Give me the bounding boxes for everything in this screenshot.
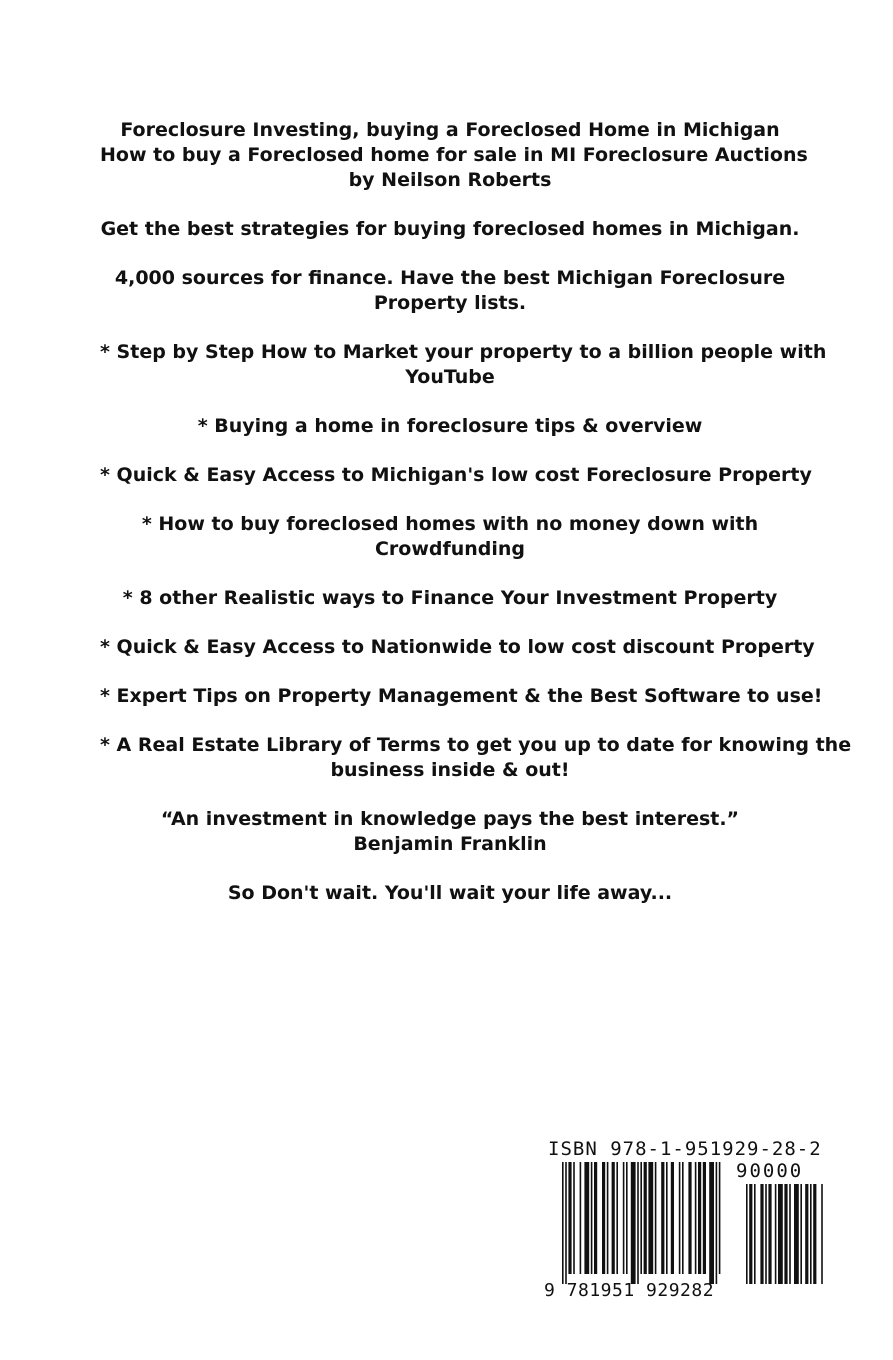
bullet-item (100, 512, 800, 562)
book-author: by Neilson Roberts (348, 169, 552, 191)
sources-line: Property lists. (373, 292, 527, 314)
barcode-bar (794, 1184, 799, 1284)
barcode-bar (666, 1162, 668, 1274)
bullet-line: YouTube (405, 366, 495, 388)
back-cover-text (100, 118, 852, 930)
bullet-item (100, 733, 852, 783)
sources-line: 4,000 sources for finance. Have the best Michigan Foreclosure (114, 267, 786, 289)
bullet-item (100, 684, 823, 709)
bullet-line: * 8 other Realistic ways to Finance Your Investment Property (122, 587, 778, 609)
barcode-bar (626, 1162, 628, 1274)
barcode-bar (648, 1162, 653, 1274)
title-block (100, 118, 808, 193)
barcode-digits: 9 781951 929282 (544, 1280, 715, 1301)
barcode-bar (661, 1162, 664, 1274)
closing-text: So Don't wait. You'll wait your life away... (227, 882, 673, 904)
barcode-bar (616, 1162, 618, 1274)
bullet-item (100, 463, 812, 488)
intro-paragraph (100, 217, 800, 242)
closing-paragraph (100, 881, 800, 906)
bullet-line: * Quick & Easy Access to Nationwide to low cost discount Property (100, 636, 815, 658)
barcode-bar (612, 1162, 615, 1274)
barcode-bar (789, 1184, 791, 1284)
addon-barcode-bars (746, 1184, 832, 1286)
bullet-line: * How to buy foreclosed homes with no money down with (141, 513, 759, 535)
barcode-bar (591, 1162, 593, 1274)
bullet-line: * Quick & Easy Access to Michigan's low cost Foreclosure Property (100, 464, 812, 486)
barcode-bar (813, 1184, 816, 1284)
barcode-bar (749, 1184, 752, 1284)
barcode-bar (688, 1162, 691, 1274)
barcode-bar (565, 1162, 567, 1284)
bullet-item (100, 635, 815, 660)
barcode-bar (682, 1162, 684, 1274)
quote-block (100, 807, 800, 857)
barcode-bar (765, 1184, 767, 1284)
bullet-line: * Buying a home in foreclosure tips & overview (197, 415, 703, 437)
barcode-bar (580, 1162, 582, 1274)
barcode-bar (573, 1162, 575, 1274)
quote-text: “An investment in knowledge pays the best interest.” (160, 808, 740, 830)
barcode-bar (784, 1184, 787, 1284)
bullet-line: * A Real Estate Library of Terms to get you up to date for knowing the (100, 734, 852, 756)
barcode-bar (821, 1184, 823, 1284)
barcode-bar (562, 1162, 564, 1284)
barcode-bars (562, 1162, 732, 1286)
barcode-bar (568, 1162, 571, 1274)
barcode-bar (594, 1162, 597, 1274)
bullet-item (100, 414, 800, 439)
bullet-item (100, 586, 800, 611)
barcode-bar (768, 1184, 771, 1284)
bullet-line: business inside & out! (330, 759, 570, 781)
bullet-line: * Expert Tips on Property Management & the Best Software to use! (100, 685, 823, 707)
bullet-line: * Step by Step How to Market your property to a billion people with (100, 341, 827, 363)
barcode-bar (671, 1162, 674, 1274)
barcode-bar (746, 1184, 748, 1284)
isbn-label: ISBN 978-1-951929-28-2 (548, 1138, 822, 1160)
barcode-bar (709, 1162, 714, 1284)
barcode-bar (640, 1162, 642, 1274)
barcode-bar (775, 1184, 777, 1284)
barcode-bar (810, 1184, 812, 1284)
barcode-bar (760, 1184, 763, 1284)
book-subtitle: How to buy a Foreclosed home for sale in MI Foreclosure Auctions (100, 144, 808, 166)
intro-text: Get the best strategies for buying foreclosed homes in Michigan. (100, 218, 800, 240)
price-code: 90000 (736, 1160, 804, 1182)
barcode-bar (623, 1162, 625, 1274)
barcode-bar (698, 1162, 701, 1274)
barcode-bar (679, 1162, 681, 1274)
barcode-bar (778, 1184, 783, 1284)
barcode-bar (716, 1162, 718, 1284)
barcode-bar (805, 1184, 808, 1284)
barcode-bar (719, 1162, 721, 1274)
barcode-bar (584, 1162, 589, 1274)
barcode-bar (644, 1162, 647, 1274)
quote-author: Benjamin Franklin (353, 833, 547, 855)
isbn-barcode (540, 1136, 840, 1306)
barcode-bar (754, 1184, 756, 1284)
barcode-bar (637, 1162, 639, 1284)
barcode-bar (655, 1162, 657, 1274)
bullet-line: Crowdfunding (374, 538, 526, 560)
barcode-bar (800, 1184, 802, 1284)
barcode-bar (631, 1162, 636, 1284)
bullet-item (100, 340, 827, 390)
sources-paragraph (100, 266, 800, 316)
book-title: Foreclosure Investing, buying a Foreclosed Home in Michigan (120, 119, 780, 141)
barcode-bar (602, 1162, 605, 1274)
barcode-bar (703, 1162, 706, 1274)
barcode-bar (607, 1162, 609, 1274)
barcode-bar (695, 1162, 697, 1274)
